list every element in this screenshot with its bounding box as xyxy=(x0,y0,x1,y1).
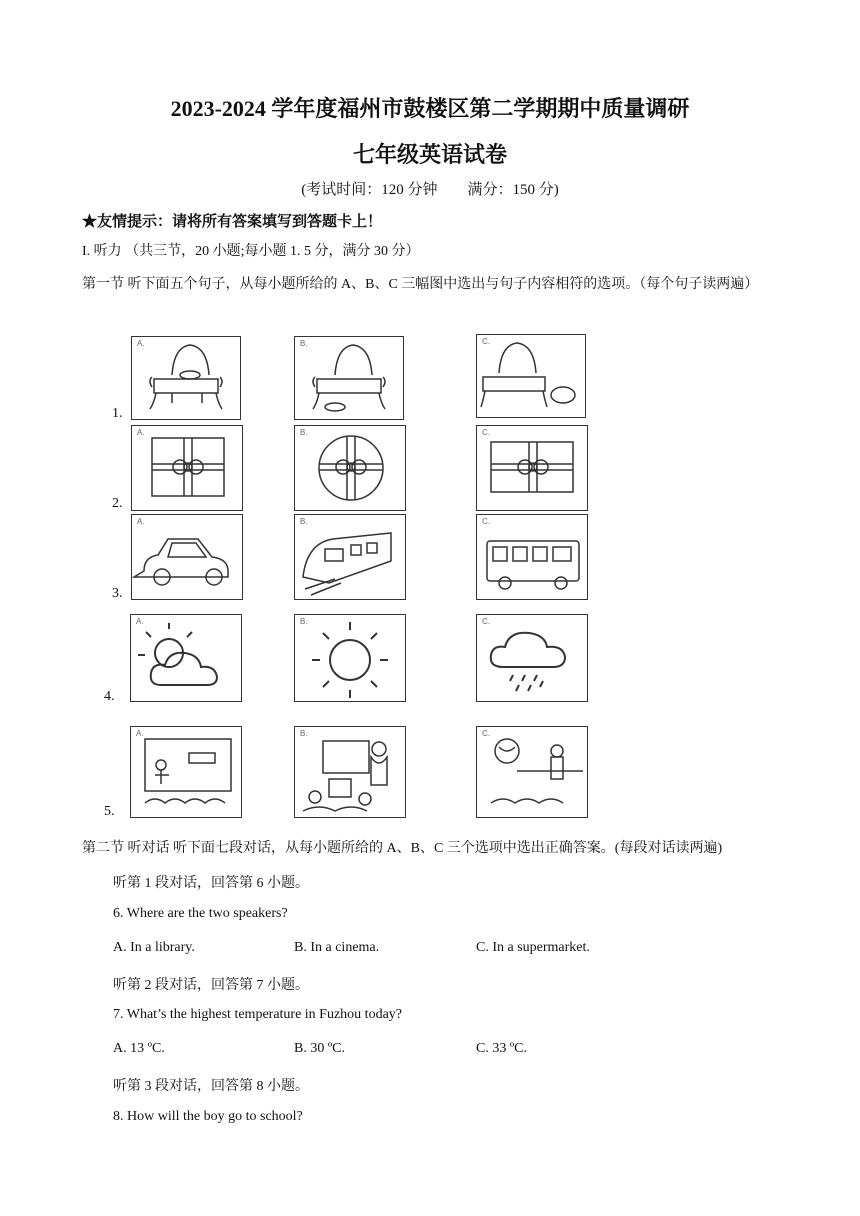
gift-box-icon xyxy=(132,426,242,510)
option-label: A. xyxy=(137,339,145,348)
car-icon xyxy=(132,515,242,599)
question-number: 4. xyxy=(104,689,115,704)
part1-heading: I. 听力 （共三节，20 小题;每小题 1. 5 分，满分 30 分） xyxy=(82,244,420,259)
option-label: B. xyxy=(300,617,308,626)
question-number: 3. xyxy=(112,586,123,601)
option-label: C. xyxy=(482,428,490,437)
picture-1a xyxy=(131,336,241,420)
armchair-cat-icon xyxy=(295,337,403,419)
picture-2a xyxy=(131,425,243,511)
question-number: 2. xyxy=(112,496,123,511)
picture-5b xyxy=(294,726,406,818)
option-label: C. xyxy=(482,337,490,346)
question-number: 1. xyxy=(112,406,123,421)
picture-3b xyxy=(294,514,406,600)
gift-box-icon xyxy=(295,426,405,510)
picture-3c xyxy=(476,514,588,600)
section2-instruction: 第二节 听对话 听下面七段对话，从每小题所给的 A、B、C 三个选项中选出正确答案。(每段对话读两遍) xyxy=(82,841,723,856)
rain-cloud-icon xyxy=(477,615,587,701)
section1-instruction: 第一节 听下面五个句子，从每小题所给的 A、B、C 三幅图中选出与句子内容相符的选项。（每个句子读两遍） xyxy=(82,277,759,292)
picture-2b xyxy=(294,425,406,511)
armchair-cat-icon xyxy=(477,335,585,417)
option-a: A. 13 ºC. xyxy=(113,1041,165,1056)
question-7: 7. What’s the highest temperature in Fuzhou today? xyxy=(113,1007,403,1022)
option-label: C. xyxy=(482,517,490,526)
picture-5c xyxy=(476,726,588,818)
armchair-cat-icon xyxy=(132,337,240,419)
picture-4b xyxy=(294,614,406,702)
question-6: 6. Where are the two speakers? xyxy=(113,906,288,921)
picture-1c xyxy=(476,334,586,418)
option-label: A. xyxy=(137,428,145,437)
option-c: C. 33 ºC. xyxy=(476,1041,528,1056)
question-number: 5. xyxy=(104,804,115,819)
option-label: B. xyxy=(300,729,308,738)
exam-info: (考试时间：120 分钟 满分：150 分) xyxy=(301,182,559,198)
picture-3a xyxy=(131,514,243,600)
picture-4c xyxy=(476,614,588,702)
option-label: B. xyxy=(300,428,308,437)
classroom-icon xyxy=(295,727,405,817)
sun-cloud-icon xyxy=(131,615,241,701)
option-label: B. xyxy=(300,517,308,526)
gift-box-icon xyxy=(477,426,587,510)
picture-5a xyxy=(130,726,242,818)
option-c: C. In a supermarket. xyxy=(476,940,590,955)
picture-2c xyxy=(476,425,588,511)
notice: ★友情提示：请将所有答案填写到答题卡上！ xyxy=(82,214,383,230)
option-b: B. 30 ºC. xyxy=(294,1041,346,1056)
exam-subtitle: 七年级英语试卷 xyxy=(352,142,507,167)
option-label: A. xyxy=(136,617,144,626)
option-label: C. xyxy=(482,617,490,626)
option-label: A. xyxy=(136,729,144,738)
picture-1b xyxy=(294,336,404,420)
train-icon xyxy=(295,515,405,599)
option-label: A. xyxy=(137,517,145,526)
option-a: A. In a library. xyxy=(113,940,195,955)
exam-title: 2023-2024 学年度福州市鼓楼区第二学期期中质量调研 xyxy=(170,96,690,121)
option-label: B. xyxy=(300,339,308,348)
option-label: C. xyxy=(482,729,490,738)
question-8: 8. How will the boy go to school? xyxy=(113,1109,303,1124)
bus-icon xyxy=(477,515,587,599)
classroom-icon xyxy=(477,727,587,817)
sun-icon xyxy=(295,615,405,701)
option-b: B. In a cinema. xyxy=(294,940,380,955)
classroom-icon xyxy=(131,727,241,817)
dialogue-lead: 听第 2 段对话，回答第 7 小题。 xyxy=(113,978,309,993)
dialogue-lead: 听第 3 段对话，回答第 8 小题。 xyxy=(113,1079,309,1094)
dialogue-lead: 听第 1 段对话，回答第 6 小题。 xyxy=(113,876,309,891)
picture-4a xyxy=(130,614,242,702)
